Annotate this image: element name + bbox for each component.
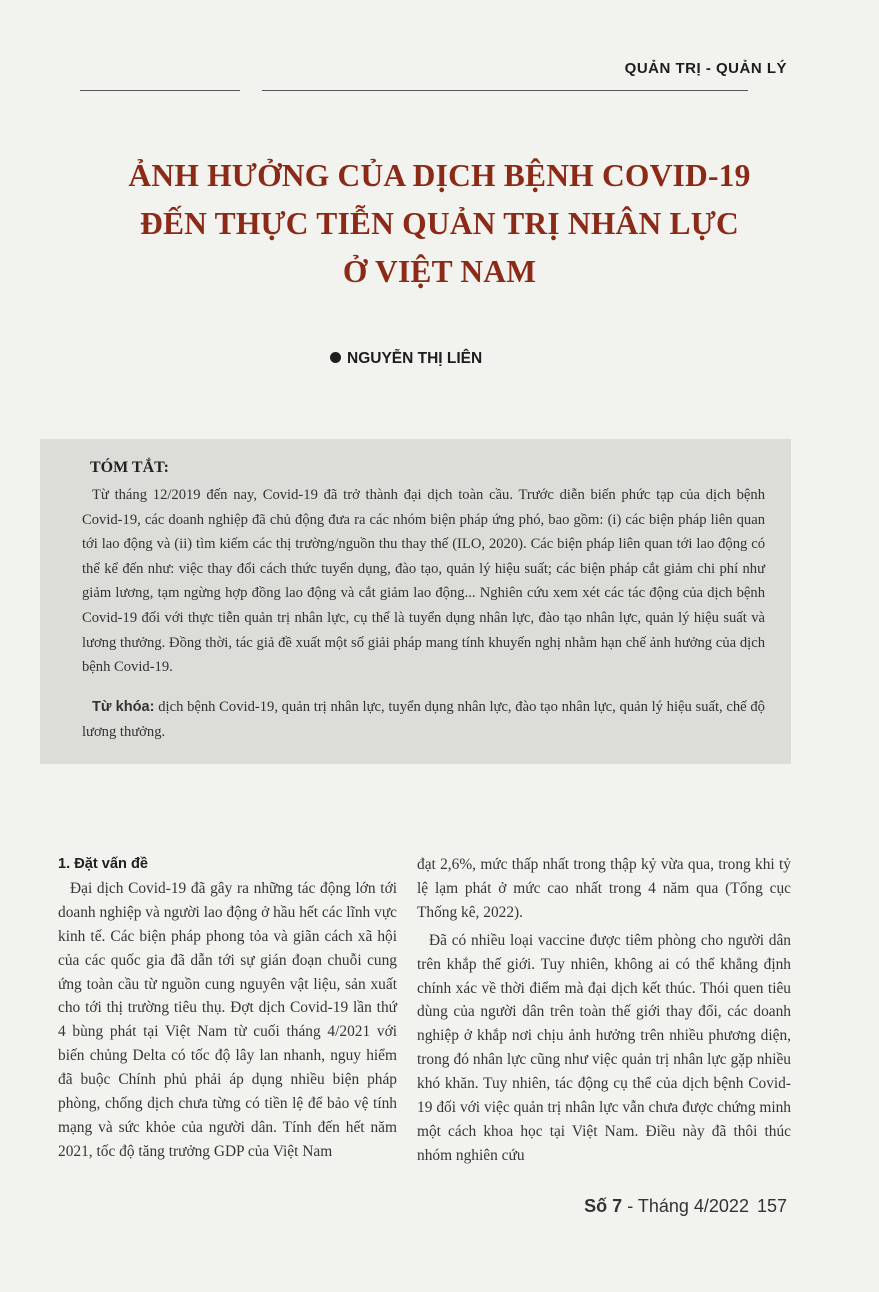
page-footer: [584, 1196, 787, 1217]
page-number: 157: [756, 1196, 787, 1216]
title-line-1: ẢNH HƯỞNG CỦA DỊCH BỆNH COVID-19: [128, 158, 751, 193]
abstract-text: Từ tháng 12/2019 đến nay, Covid-19 đã trở thành đại dịch toàn cầu. Trước diễn biến phức tạp của dịch bệnh Covid-19, các doanh nghiệp đã chủ động đưa ra các nhóm biện pháp ứng phó, bao gồm: (i) các biện pháp liên quan tới lao động và (ii) tìm kiếm các thị trường/nguồn thu thay thế (ILO, 2020). Các biện pháp liên quan tới lao động có thể kể đến như: việc thay đổi cách thức tuyển dụng, đào tạo, quản lý hiệu suất; các biện pháp cắt giảm chi phí như giảm lương, tạm ngừng hợp đồng lao động và cắt giảm lao động... Nghiên cứu xem xét các tác động của dịch bệnh Covid-19 đối với thực tiễn quản trị nhân lực, cụ thể là tuyển dụng nhân lực, đào tạo nhân lực, quản lý hiệu suất và lương thưởng. Đồng thời, tác giả đề xuất một số giải pháp mang tính khuyến nghị nhằm hạn chế ảnh hưởng của dịch bệnh Covid-19.: [82, 487, 765, 676]
body-paragraph: Đã có nhiều loại vaccine được tiêm phòng cho người dân trên khắp thế giới. Tuy nhiên, không ai có thể khẳng định chính xác về thời điểm mà đại dịch kết thúc. Thói quen tiêu dùng của người dân trên toàn thế giới thay đổi, các doanh nghiệp ở khắp nơi chịu ảnh hưởng trên nhiều phương diện, trong đó nhân lực cũng như việc quản trị nhân lực gặp nhiều khó khăn. Tuy nhiên, tác động cụ thể của dịch bệnh Covid-19 đối với việc quản trị nhân lực vẫn chưa được chứng minh một cách khoa học tại Việt Nam. Điều này đã thôi thúc nhóm nghiên cứu: [417, 931, 791, 1164]
body-column-left: [58, 853, 397, 1164]
bullet-icon: [330, 352, 341, 363]
abstract-heading: TÓM TẮT:: [90, 459, 169, 476]
article-title: [0, 152, 879, 296]
title-line-3: Ở VIỆT NAM: [342, 254, 537, 289]
keywords: [82, 695, 765, 744]
header-rule-left: [80, 90, 240, 91]
body-paragraph: đạt 2,6%, mức thấp nhất trong thập kỷ vừa qua, trong khi tỷ lệ lạm phát ở mức cao nhất trong 4 năm qua (Tổng cục Thống kê, 2022).: [417, 856, 791, 921]
issue-label: Số 7: [584, 1196, 623, 1216]
author-name: NGUYỄN THỊ LIÊN: [347, 350, 483, 367]
author-byline: [330, 350, 482, 368]
keywords-label: Từ khóa:: [92, 699, 155, 715]
body-column-right: [417, 853, 791, 1168]
section-tag: QUẢN TRỊ - QUẢN LÝ: [624, 60, 787, 77]
body-paragraph: Đại dịch Covid-19 đã gây ra những tác động lớn tới doanh nghiệp và người lao động ở hầu hết các lĩnh vực kinh tế. Các biện pháp phong tỏa và giãn cách xã hội của các quốc gia đã dẫn tới sự gián đoạn chuỗi cung ứng toàn cầu từ nguồn cung nguyên vật liệu, sản xuất cho tới thị trường tiêu thụ. Đợt dịch Covid-19 lần thứ 4 bùng phát tại Việt Nam từ cuối tháng 4/2021 với biến chủng Delta có tốc độ lây lan nhanh, nguy hiểm đã buộc Chính phủ phải áp dụng nhiều biện pháp phòng, chống dịch chưa từng có tiền lệ để bảo vệ tính mạng và sức khỏe của người dân. Tính đến hết năm 2021, tốc độ tăng trưởng GDP của Việt Nam: [58, 879, 397, 1160]
section-heading: 1. Đặt vấn đề: [58, 856, 149, 872]
header-rule-right: [262, 90, 748, 91]
issue-date: - Tháng 4/2022: [627, 1196, 749, 1216]
keywords-text: dịch bệnh Covid-19, quản trị nhân lực, tuyển dụng nhân lực, đào tạo nhân lực, quản lý hiệu suất, chế độ lương thưởng.: [82, 699, 765, 740]
title-line-2: ĐẾN THỰC TIỄN QUẢN TRỊ NHÂN LỰC: [140, 206, 739, 241]
